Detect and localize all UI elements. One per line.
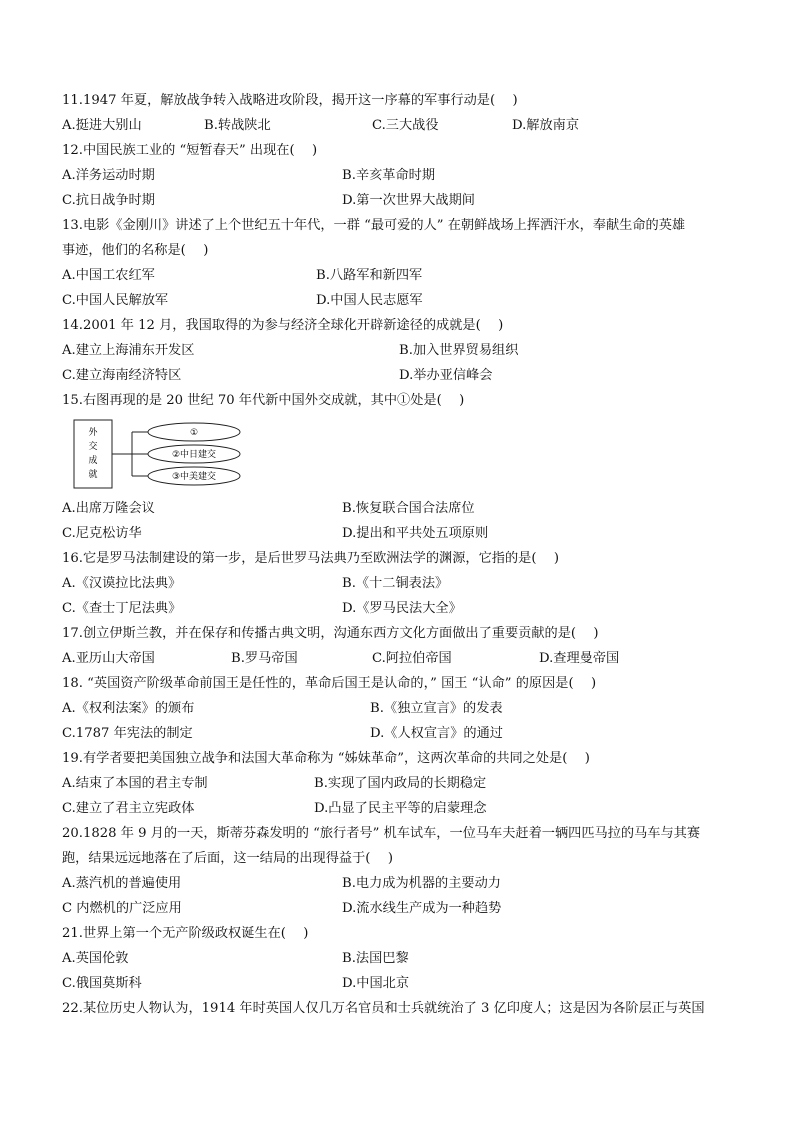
diagram-label-char-3: 成 <box>88 456 98 466</box>
q13-stem-line-2: 事迹，他们的名称是( ) <box>62 243 209 258</box>
q19-option-b: B.实现了国内政局的长期稳定 <box>314 776 487 791</box>
q16-option-a: A.《汉谟拉比法典》 <box>62 576 182 591</box>
q18-stem: 18. “英国资产阶级革命前国王是任性的，革命后国王是认命的，” 国王 “认命” 的原因是( ) <box>62 676 597 691</box>
q15-option-c: C.尼克松访华 <box>62 526 142 541</box>
q13-option-d: D.中国人民志愿军 <box>316 293 423 308</box>
diagram-item-1: ① <box>189 428 199 438</box>
q18-option-b: B.《独立宣言》的发表 <box>370 701 503 716</box>
q20-stem-line-1: 20.1828 年 9 月的一天，斯蒂芬森发明的 “旅行者号” 机车试车，一位马车夫赶着一辆四匹马拉的马车与其赛 <box>62 826 701 841</box>
q19-option-d: D.凸显了民主平等的启蒙理念 <box>314 801 487 816</box>
q14-stem: 14.2001 年 12 月，我国取得的为参与经济全球化开辟新途径的成就是( ) <box>62 318 504 333</box>
q16-option-b: B.《十二铜表法》 <box>342 576 449 591</box>
q15-stem: 15.右图再现的是 20 世纪 70 年代新中国外交成就，其中①处是( ) <box>62 393 465 408</box>
q12-option-a: A.洋务运动时期 <box>62 168 155 183</box>
q21-option-d: D.中国北京 <box>342 976 410 991</box>
q11-option-b: B.转战陕北 <box>204 118 271 133</box>
q14-option-c: C.建立海南经济特区 <box>62 368 182 383</box>
q15-option-a: A.出席万隆会议 <box>62 501 155 516</box>
q19-option-c: C.建立了君主立宪政体 <box>62 801 195 816</box>
q19-stem: 19.有学者要把美国独立战争和法国大革命称为 “姊妹革命”，这两次革命的共同之处是( ) <box>62 751 590 766</box>
q12-option-b: B.辛亥革命时期 <box>342 168 436 183</box>
q14-option-d: D.举办亚信峰会 <box>399 368 493 383</box>
diagram-label-char-2: 交 <box>88 442 98 452</box>
diagram-item-3: ③中美建交 <box>171 472 217 482</box>
diagram-label-char-1: 外 <box>88 428 98 438</box>
q20-option-a: A.蒸汽机的普遍使用 <box>62 876 182 891</box>
q17-option-a: A.亚历山大帝国 <box>62 651 155 666</box>
q11-option-a: A.挺进大别山 <box>62 118 142 133</box>
q11-stem: 11.1947 年夏，解放战争转入战略进攻阶段，揭开这一序幕的军事行动是( ) <box>62 93 518 108</box>
q20-option-b: B.电力成为机器的主要动力 <box>342 876 501 891</box>
q15-option-d: D.提出和平共处五项原则 <box>342 526 489 541</box>
q16-option-c: C.《查士丁尼法典》 <box>62 601 182 616</box>
q19-option-a: A.结束了本国的君主专制 <box>62 776 208 791</box>
q21-stem: 21.世界上第一个无产阶级政权诞生在( ) <box>62 926 309 941</box>
diplomacy-diagram <box>72 418 242 490</box>
q14-option-a: A.建立上海浦东开发区 <box>62 343 195 358</box>
q17-stem: 17.创立伊斯兰教，并在保存和传播古典文明，沟通东西方文化方面做出了重要贡献的是( ) <box>62 626 599 641</box>
q16-option-d: D.《罗马民法大全》 <box>342 601 462 616</box>
q18-option-a: A.《权利法案》的颁布 <box>62 701 195 716</box>
q21-option-a: A.英国伦敦 <box>62 951 129 966</box>
q20-option-c: C 内燃机的广泛应用 <box>62 901 182 916</box>
q18-option-d: D.《人权宣言》的通过 <box>370 726 503 741</box>
q13-option-b: B.八路军和新四军 <box>316 268 423 283</box>
q17-option-d: D.查理曼帝国 <box>539 651 620 666</box>
q13-option-c: C.中国人民解放军 <box>62 293 169 308</box>
diagram-label-char-4: 就 <box>88 470 98 480</box>
q21-option-c: C.俄国莫斯科 <box>62 976 142 991</box>
q17-option-c: C.阿拉伯帝国 <box>372 651 452 666</box>
q18-option-c: C.1787 年宪法的制定 <box>62 726 193 741</box>
q20-option-d: D.流水线生产成为一种趋势 <box>342 901 502 916</box>
q21-option-b: B.法国巴黎 <box>342 951 409 966</box>
q11-option-d: D.解放南京 <box>512 118 580 133</box>
q22-stem: 22.某位历史人物认为，1914 年时英国人仅几万名官员和士兵就统治了 3 亿印度人；这是因为各阶层正与英国 <box>62 1001 705 1016</box>
q16-stem: 16.它是罗马法制建设的第一步，是后世罗马法典乃至欧洲法学的渊源，它指的是( ) <box>62 551 560 566</box>
q15-option-b: B.恢复联合国合法席位 <box>342 501 475 516</box>
q11-option-c: C.三大战役 <box>372 118 439 133</box>
q20-stem-line-2: 跑，结果远远地落在了后面，这一结局的出现得益于( ) <box>62 851 393 866</box>
q14-option-b: B.加入世界贸易组织 <box>399 343 519 358</box>
q13-option-a: A.中国工农红军 <box>62 268 155 283</box>
diagram-item-2: ②中日建交 <box>171 450 217 460</box>
q12-option-c: C.抗日战争时期 <box>62 193 155 208</box>
q12-option-d: D.第一次世界大战期间 <box>342 193 475 208</box>
q17-option-b: B.罗马帝国 <box>231 651 298 666</box>
q12-stem: 12.中国民族工业的 “短暂春天” 出现在( ) <box>62 143 318 158</box>
q13-stem-line-1: 13.电影《金刚川》讲述了上个世纪五十年代，一群 “最可爱的人” 在朝鲜战场上挥洒汗水，奉献生命的英雄 <box>62 218 686 233</box>
